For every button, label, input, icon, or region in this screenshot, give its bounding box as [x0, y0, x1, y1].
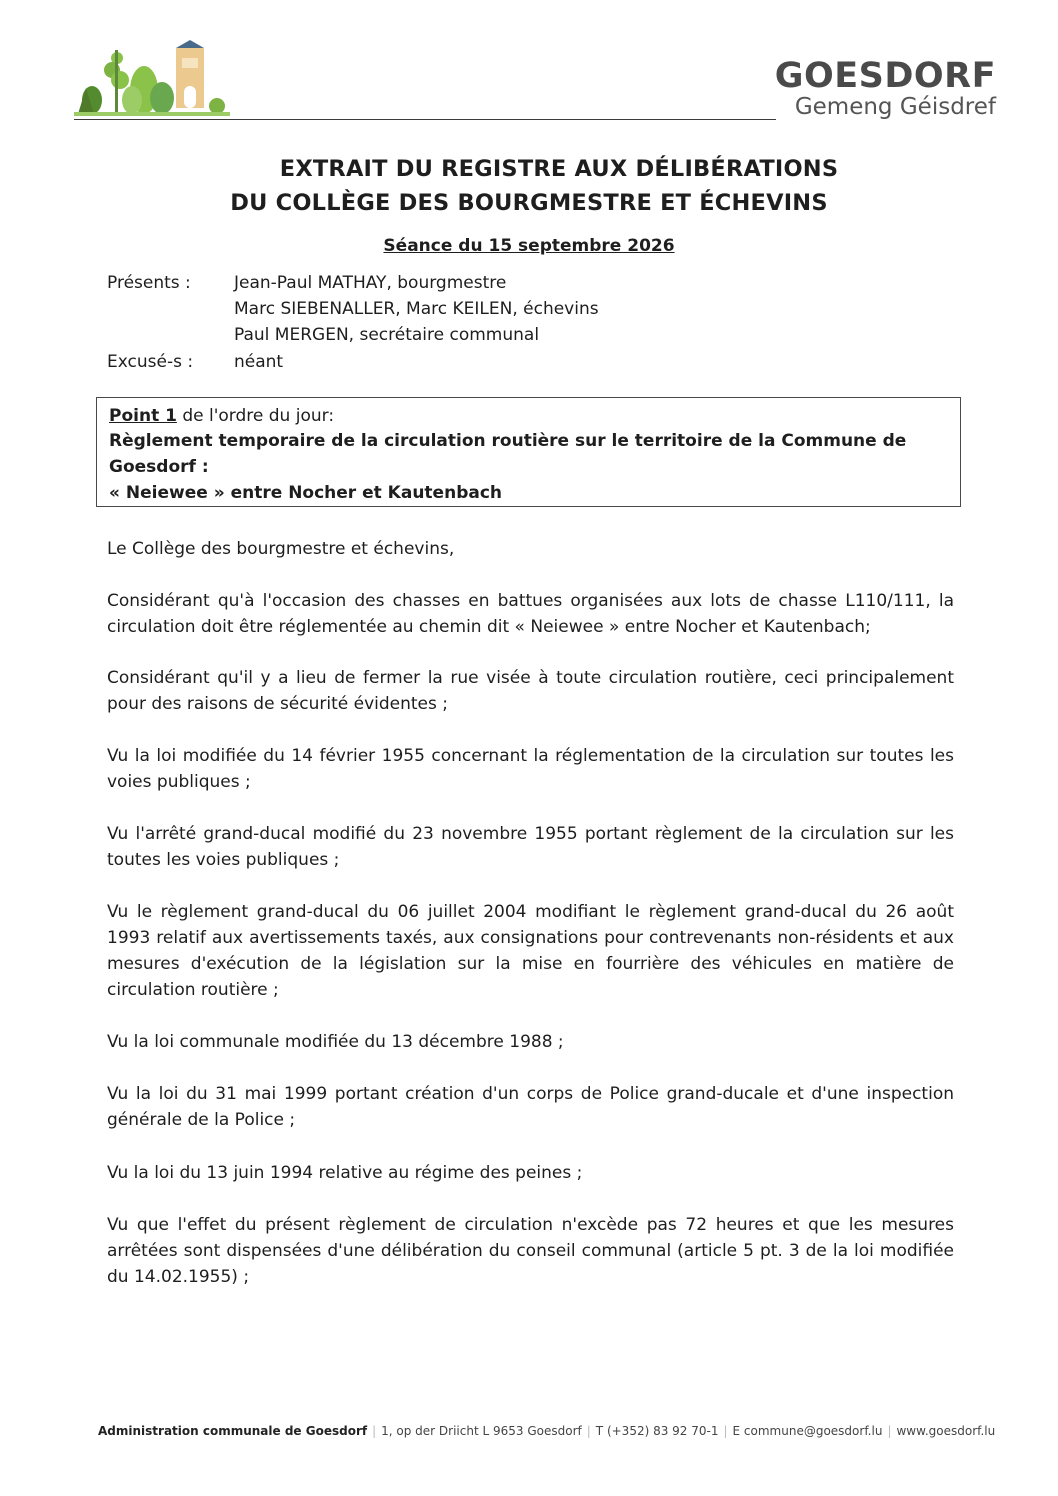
- footer-website[interactable]: www.goesdorf.lu: [896, 1424, 996, 1438]
- paragraph-72-hours: Vu que l'effet du présent règlement de circulation n'excède pas 72 heures et que les mesures arrêtées sont dispensées d'une délibération du conseil communal (article 5 pt. 3 de la loi modifiée du 14.02.1955) ;: [107, 1215, 954, 1287]
- present-member: Paul MERGEN, secrétaire communal: [234, 325, 540, 345]
- excused-value: néant: [234, 352, 284, 372]
- footer: Administration communale de Goesdorf | 1, op der Driicht L 9653 Goesdorf | T (+352) 83 92 70-1 | E commune@goesdorf.lu | www.goesdorf.lu: [98, 1424, 996, 1438]
- present-label: Présents :: [107, 273, 191, 293]
- agenda-point: [109, 406, 334, 426]
- paragraph-intro: Le Collège des bourgmestre et échevins,: [107, 539, 455, 559]
- paragraph-penalties-law: Vu la loi du 13 juin 1994 relative au régime des peines ;: [107, 1163, 583, 1183]
- paragraph-regulation-2004: Vu le règlement grand-ducal du 06 juillet 2004 modifiant le règlement grand-ducal du 26 août 1993 relatif aux avertissements taxés, aux consignations pour contrevenants non-résidents et aux mesures d'exécution de la législation sur la mise en fourrière des véhicules en matière de circulation routière ;: [107, 902, 954, 1000]
- paragraph-considering-hunt: Considérant qu'à l'occasion des chasses en battues organisées aux lots de chasse L110/111, la circulation doit être réglementée au chemin dit « Neiewee » entre Nocher et Kautenbach;: [107, 591, 954, 637]
- document-title-line1: EXTRAIT DU REGISTRE AUX DÉLIBÉRATIONS: [279, 156, 839, 182]
- footer-email[interactable]: E commune@goesdorf.lu: [732, 1424, 883, 1438]
- present-member: Jean-Paul MATHAY, bourgmestre: [234, 273, 507, 293]
- agenda-box: [96, 397, 961, 507]
- agenda-subject-line1: Règlement temporaire de la circulation routière sur le territoire de la Commune de: [109, 431, 907, 451]
- footer-address: 1, op der Driicht L 9653 Goesdorf: [381, 1424, 582, 1438]
- document-title-line2: DU COLLÈGE DES BOURGMESTRE ET ÉCHEVINS: [230, 190, 828, 216]
- paragraph-considering-closure: Considérant qu'il y a lieu de fermer la rue visée à toute circulation routière, ceci principalement pour des raisons de sécurité évidentes ;: [107, 668, 954, 714]
- session-date: Séance du 15 septembre 2026: [383, 236, 675, 256]
- paragraph-police-law: Vu la loi du 31 mai 1999 portant création d'un corps de Police grand-ducale et d'une inspection générale de la Police ;: [107, 1084, 954, 1130]
- agenda-point-suffix: de l'ordre du jour:: [176, 406, 335, 426]
- paragraph-decree-1955: Vu l'arrêté grand-ducal modifié du 23 novembre 1955 portant règlement de la circulation sur les toutes les voies publiques ;: [107, 824, 954, 870]
- goesdorf-logo: [72, 36, 232, 124]
- header-rule: [74, 119, 776, 120]
- brand-name: GOESDORF: [774, 56, 996, 96]
- footer-phone: T (+352) 83 92 70-1: [595, 1424, 719, 1438]
- agenda-subject-line2: Goesdorf :: [109, 457, 209, 477]
- agenda-subject-line3: « Neiewee » entre Nocher et Kautenbach: [109, 483, 503, 503]
- paragraph-law-1955: Vu la loi modifiée du 14 février 1955 concernant la réglementation de la circulation sur toutes les voies publiques ;: [107, 746, 954, 792]
- present-member: Marc SIEBENALLER, Marc KEILEN, échevins: [234, 299, 599, 319]
- brand-subtitle: Gemeng Géisdref: [794, 94, 996, 120]
- agenda-point-label: Point 1: [109, 406, 177, 426]
- footer-org: Administration communale de Goesdorf: [98, 1424, 368, 1438]
- paragraph-communal-law: Vu la loi communale modifiée du 13 décembre 1988 ;: [107, 1032, 564, 1052]
- excused-label: Excusé-s :: [107, 352, 194, 372]
